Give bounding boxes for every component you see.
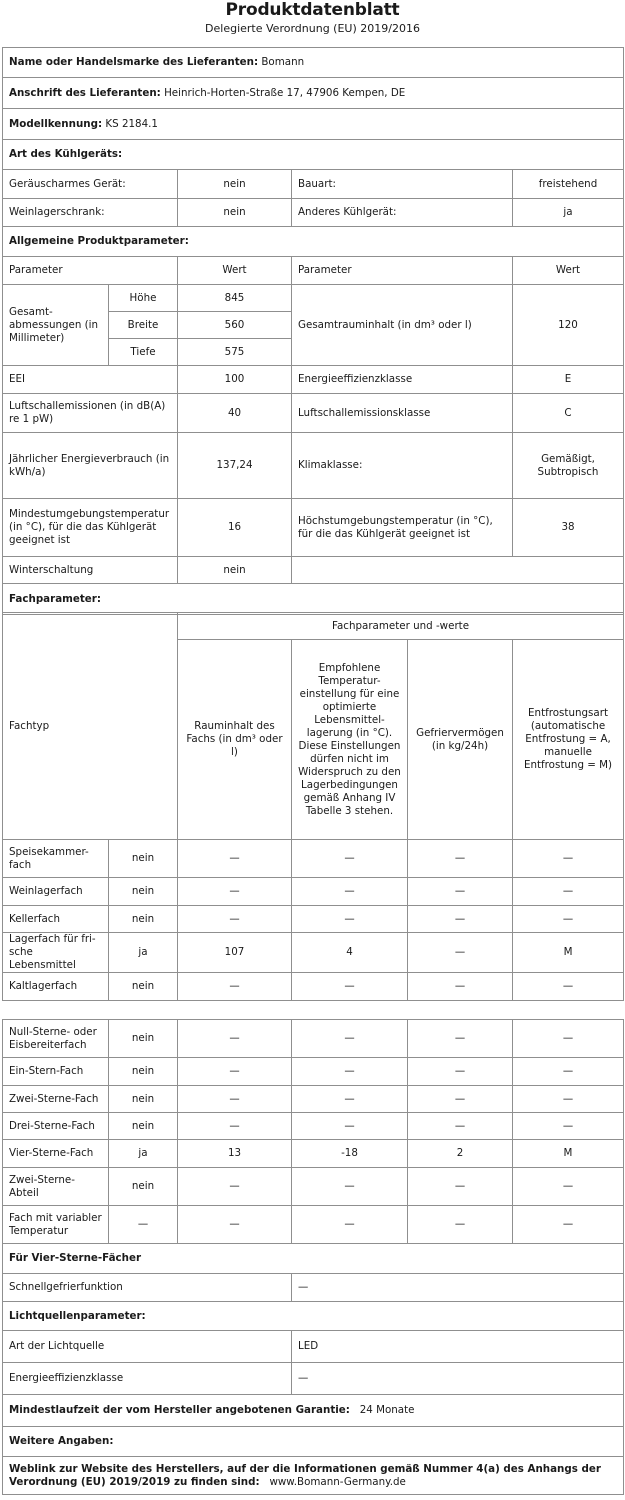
- light-class-label: Energieeffizienzklasse: [3, 1363, 292, 1395]
- light-heading-row: [3, 1302, 624, 1331]
- compartment-row: [3, 1113, 624, 1140]
- compartment-temperature: -18: [292, 1140, 408, 1168]
- further-heading-row: [3, 1427, 624, 1457]
- warranty-value: 24 Monate: [359, 1404, 415, 1416]
- compartment-defrost-type: M: [513, 933, 624, 973]
- compartment-name: Null-Sterne- oder Eisbereiterfach: [3, 1020, 109, 1058]
- noise-class-label: Luftschallemissionsklasse: [292, 394, 513, 433]
- compartment-present: ja: [109, 933, 178, 973]
- climate-class-value: Gemäßigt, Subtropisch: [513, 433, 624, 499]
- empty-cell: [292, 557, 624, 584]
- compartment-temperature: —: [292, 1113, 408, 1140]
- compartment-group-header-row: [3, 613, 624, 640]
- compartment-row: [3, 840, 624, 878]
- compartment-volume: 107: [178, 933, 292, 973]
- fast-freeze-label: Schnellgefrierfunktion: [3, 1274, 292, 1302]
- four-star-heading: Für Vier-Sterne-Fächer: [3, 1244, 624, 1274]
- appliance-type-label: Anderes Kühlgerät:: [292, 199, 513, 227]
- compartment-row: [3, 1168, 624, 1206]
- noise-label: Luftschallemissionen (in dB(A) re 1 pW): [3, 394, 178, 433]
- noise-value: 40: [178, 394, 292, 433]
- compartment-freezing-capacity: —: [408, 1020, 513, 1058]
- appliance-type-label: Geräuscharmes Gerät:: [3, 170, 178, 199]
- compartment-volume: —: [178, 906, 292, 933]
- compartment-temperature: 4: [292, 933, 408, 973]
- noise-class-value: C: [513, 394, 624, 433]
- weblink-value[interactable]: www.Bomann-Germany.de: [269, 1475, 406, 1488]
- compartment-name: Kaltlagerfach: [3, 973, 109, 1001]
- compartment-volume: —: [178, 973, 292, 1001]
- dimension-row: [3, 285, 624, 312]
- further-heading: Weitere Angaben:: [3, 1427, 624, 1457]
- appliance-type-row: [3, 170, 624, 199]
- column-header-value: Wert: [513, 257, 624, 285]
- light-heading: Lichtquellenparameter:: [3, 1302, 624, 1331]
- model-row: [3, 109, 624, 140]
- compartment-freezing-capacity: —: [408, 840, 513, 878]
- four-star-heading-row: [3, 1244, 624, 1274]
- compartment-defrost-type: M: [513, 1140, 624, 1168]
- energy-consumption-value: 137,24: [178, 433, 292, 499]
- column-header-parameter: Parameter: [292, 257, 513, 285]
- compartment-freezing-capacity: —: [408, 933, 513, 973]
- compartment-defrost-type: —: [513, 1020, 624, 1058]
- ambient-temperature-row: [3, 499, 624, 557]
- supplier-address-row: [3, 78, 624, 109]
- compartment-temperature: —: [292, 906, 408, 933]
- compartment-row: [3, 906, 624, 933]
- compartment-defrost-type: —: [513, 1168, 624, 1206]
- compartment-row: [3, 878, 624, 906]
- compartment-name: Lagerfach für fri-sche Lebensmittel: [3, 933, 109, 973]
- compartment-group-header: Fachparameter und -werte: [178, 613, 624, 640]
- compartment-defrost-type: —: [513, 1058, 624, 1086]
- compartment-name: Speisekammer-fach: [3, 840, 109, 878]
- compartment-defrost-type: —: [513, 840, 624, 878]
- appliance-type-label: Weinlagerschrank:: [3, 199, 178, 227]
- compartment-present: —: [109, 1206, 178, 1244]
- compartment-name: Weinlagerfach: [3, 878, 109, 906]
- compartment-freezing-capacity: —: [408, 1113, 513, 1140]
- appliance-type-heading-row: [3, 140, 624, 170]
- appliance-type-value: nein: [178, 199, 292, 227]
- compartment-defrost-type: —: [513, 973, 624, 1001]
- dimension-label: Breite: [109, 312, 178, 339]
- compartment-volume: —: [178, 1168, 292, 1206]
- compartment-freezing-capacity: —: [408, 973, 513, 1001]
- compartment-row: [3, 1058, 624, 1086]
- supplier-name-value: Bomann: [261, 56, 305, 68]
- compartment-present: nein: [109, 906, 178, 933]
- total-volume-value: 120: [513, 285, 624, 366]
- energy-consumption-row: [3, 433, 624, 499]
- spec-table-bottom: [2, 1019, 624, 1495]
- compartment-temperature: —: [292, 973, 408, 1001]
- fast-freeze-row: [3, 1274, 624, 1302]
- supplier-name-row: [3, 48, 624, 78]
- supplier-name-label: Name oder Handelsmarke des Lieferanten:: [9, 56, 259, 68]
- compartment-freezing-capacity: 2: [408, 1140, 513, 1168]
- compartment-name: Drei-Sterne-Fach: [3, 1113, 109, 1140]
- compartment-defrost-type: —: [513, 1206, 624, 1244]
- compartment-present: nein: [109, 973, 178, 1001]
- compartment-present: nein: [109, 1113, 178, 1140]
- compartment-defrost-type: —: [513, 1113, 624, 1140]
- appliance-type-value: nein: [178, 170, 292, 199]
- compartment-volume: —: [178, 1058, 292, 1086]
- compartments-heading-row: [3, 584, 624, 615]
- warranty-row: [3, 1395, 624, 1427]
- appliance-type-value: freistehend: [513, 170, 624, 199]
- total-volume-label: Gesamtrauminhalt (in dm³ oder l): [292, 285, 513, 366]
- eei-label: EEI: [3, 366, 178, 394]
- spec-table-top: [2, 47, 624, 615]
- winter-switch-label: Winterschaltung: [3, 557, 178, 584]
- compartment-row: [3, 1086, 624, 1113]
- light-type-value: LED: [292, 1331, 624, 1363]
- min-temperature-label: Mindestumgebungstemperatur (in °C), für die das Kühlgerät geeignet ist: [3, 499, 178, 557]
- warranty-label: Mindestlaufzeit der vom Hersteller angebotenen Garantie:: [9, 1404, 350, 1416]
- light-type-row: [3, 1331, 624, 1363]
- energy-consumption-label: Jährlicher Energieverbrauch (in kWh/a): [3, 433, 178, 499]
- compartment-freezing-capacity: —: [408, 1206, 513, 1244]
- column-header-parameter: Parameter: [3, 257, 178, 285]
- compartment-volume: —: [178, 1113, 292, 1140]
- compartment-present: nein: [109, 878, 178, 906]
- winter-switch-value: nein: [178, 557, 292, 584]
- compartment-freezing-capacity: —: [408, 1086, 513, 1113]
- model-label: Modellkennung:: [9, 117, 103, 130]
- compartment-table: [2, 612, 624, 1001]
- supplier-address-label: Anschrift des Lieferanten:: [9, 86, 161, 99]
- eei-row: [3, 366, 624, 394]
- compartment-temperature: —: [292, 1020, 408, 1058]
- energy-class-label: Energieeffizienzklasse: [292, 366, 513, 394]
- column-header-value: Wert: [178, 257, 292, 285]
- compartment-temperature: —: [292, 1086, 408, 1113]
- compartment-volume: —: [178, 1206, 292, 1244]
- eei-value: 100: [178, 366, 292, 394]
- dimension-value: 575: [178, 339, 292, 366]
- noise-row: [3, 394, 624, 433]
- compartment-row: [3, 1020, 624, 1058]
- compartment-freezing-capacity: —: [408, 1058, 513, 1086]
- compartment-volume: —: [178, 1086, 292, 1113]
- compartment-row: [3, 973, 624, 1001]
- appliance-type-label: Bauart:: [292, 170, 513, 199]
- supplier-address-value: Heinrich-Horten-Straße 17, 47906 Kempen, DE: [164, 86, 406, 99]
- dimension-label: Höhe: [109, 285, 178, 312]
- light-type-label: Art der Lichtquelle: [3, 1331, 292, 1363]
- compartment-temperature: —: [292, 840, 408, 878]
- model-value: KS 2184.1: [105, 117, 158, 130]
- compartment-name: Vier-Sterne-Fach: [3, 1140, 109, 1168]
- compartment-volume: —: [178, 1020, 292, 1058]
- compartment-present: ja: [109, 1140, 178, 1168]
- column-header-volume: Rauminhalt des Fachs (in dm³ oder l): [178, 640, 292, 840]
- compartment-present: nein: [109, 1168, 178, 1206]
- dimension-label: Tiefe: [109, 339, 178, 366]
- compartments-heading: Fachparameter:: [3, 584, 624, 615]
- page-subtitle: Delegierte Verordnung (EU) 2019/2016: [205, 22, 420, 35]
- energy-class-value: E: [513, 366, 624, 394]
- compartment-name: Zwei-Sterne-Abteil: [3, 1168, 109, 1206]
- compartment-name: Kellerfach: [3, 906, 109, 933]
- compartment-volume: 13: [178, 1140, 292, 1168]
- weblink-label: Weblink zur Website des Herstellers, auf der die Informationen gemäß Nummer 4(a) des Anhangs der Verordnung (EU) 2019/2019 zu finden sind:: [9, 1462, 601, 1488]
- appliance-type-heading: Art des Kühlgeräts:: [3, 140, 624, 170]
- compartment-row: [3, 1206, 624, 1244]
- compartment-present: nein: [109, 1086, 178, 1113]
- compartment-name: Fach mit variabler Temperatur: [3, 1206, 109, 1244]
- climate-class-label: Klimaklasse:: [292, 433, 513, 499]
- compartment-temperature: —: [292, 1206, 408, 1244]
- compartment-defrost-type: —: [513, 1086, 624, 1113]
- compartment-volume: —: [178, 840, 292, 878]
- compartment-temperature: —: [292, 1058, 408, 1086]
- fast-freeze-value: —: [292, 1274, 624, 1302]
- compartment-defrost-type: —: [513, 906, 624, 933]
- max-temperature-label: Höchstumgebungstemperatur (in °C), für die das Kühlgerät geeignet ist: [292, 499, 513, 557]
- compartment-temperature: —: [292, 878, 408, 906]
- compartment-row: [3, 1140, 624, 1168]
- compartment-freezing-capacity: —: [408, 878, 513, 906]
- min-temperature-value: 16: [178, 499, 292, 557]
- dimension-value: 560: [178, 312, 292, 339]
- compartment-present: nein: [109, 1058, 178, 1086]
- weblink-row: [3, 1457, 624, 1495]
- compartment-present: nein: [109, 1020, 178, 1058]
- compartment-defrost-type: —: [513, 878, 624, 906]
- winter-switch-row: [3, 557, 624, 584]
- general-column-header-row: [3, 257, 624, 285]
- appliance-type-row: [3, 199, 624, 227]
- compartment-name: Zwei-Sterne-Fach: [3, 1086, 109, 1113]
- appliance-type-value: ja: [513, 199, 624, 227]
- general-heading: Allgemeine Produktparameter:: [3, 227, 624, 257]
- compartment-name: Ein-Stern-Fach: [3, 1058, 109, 1086]
- max-temperature-value: 38: [513, 499, 624, 557]
- compartment-present: nein: [109, 840, 178, 878]
- light-class-value: —: [292, 1363, 624, 1395]
- column-header-freezing-capacity: Gefriervermögen (in kg/24h): [408, 640, 513, 840]
- compartment-row: [3, 933, 624, 973]
- column-header-defrost-type: Entfrostungsart (automatische Entfrostung = A, manuelle Entfrostung = M): [513, 640, 624, 840]
- light-class-row: [3, 1363, 624, 1395]
- dimensions-label: Gesamt-abmessungen (in Millimeter): [3, 285, 109, 366]
- compartment-freezing-capacity: —: [408, 1168, 513, 1206]
- dimension-value: 845: [178, 285, 292, 312]
- general-heading-row: [3, 227, 624, 257]
- compartment-volume: —: [178, 878, 292, 906]
- column-header-temperature: Empfohlene Temperatur-einstellung für eine optimierte Lebensmittel-lagerung (in °C). Diese Einstellungen dürfen nicht im Widerspruch zu den Lagerbedingungen gemäß Anhang IV Tabelle 3 stehen.: [292, 640, 408, 840]
- page-title: Produktdatenblatt: [225, 0, 400, 20]
- compartment-temperature: —: [292, 1168, 408, 1206]
- compartment-type-header: Fachtyp: [3, 613, 178, 840]
- compartment-freezing-capacity: —: [408, 906, 513, 933]
